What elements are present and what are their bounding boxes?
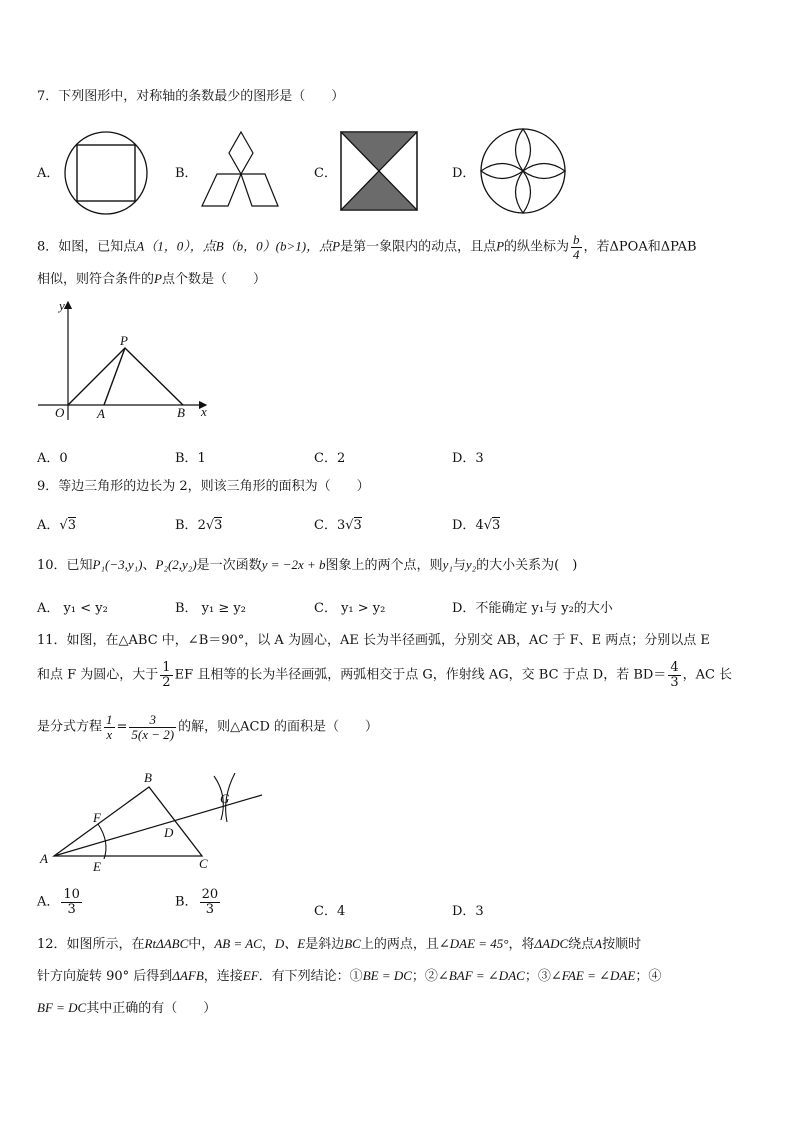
q8-option-a: A．0 <box>37 451 68 466</box>
label-g: G <box>220 791 230 806</box>
q9-option-c: C．3√3 <box>314 518 362 533</box>
q7-stem: 7．下列图形中，对称轴的条数最少的图形是（ ） <box>37 89 345 104</box>
sqrt-icon: √ <box>345 518 354 533</box>
q10-option-c: C． y₁ > y₂ <box>314 601 386 616</box>
label-b: B <box>177 405 185 420</box>
q11-option-c: C．4 <box>314 904 346 919</box>
fraction-one-over-x: $\frac{1}{x}$ <box>106 712 113 742</box>
q9-option-b: B．2√3 <box>175 518 223 533</box>
sqrt-icon: √ <box>483 518 493 533</box>
fraction-four-thirds: $\frac{4}{3}$ <box>670 660 679 690</box>
q7-option-a: A． <box>37 166 60 181</box>
q11-line-2: 和点 F 为圆心，大于 $\frac{1}{2}$ EF 且相等的长为半径画弧，两弧相交于点 G，作射线 AG，交 BC 于点 D，若 BD＝ $\frac{4}{3}$ ，AC 长 <box>37 660 733 690</box>
q10-stem: 10．已知P₁(−3,y₁)、P₂(2,y₂)是一次函数y = −2x + b图象上的两个点，则y₁与y₂的大小关系为( ) <box>37 557 578 573</box>
label-d: D <box>164 825 174 840</box>
q7-figure-circle-petals <box>479 127 567 215</box>
q11-line-3: 是分式方程 $\frac{1}{x}$ = $\frac{3}{5(x - 2)}$ 的解，则△ACD 的面积是（ ） <box>37 712 379 742</box>
sqrt-icon: √ <box>59 518 68 533</box>
q10-option-a: A． y₁ < y₂ <box>37 601 108 616</box>
fraction-one-half: $\frac{1}{2}$ <box>162 660 171 690</box>
fraction-equation-right: $\frac{3}{5(x - 2)}$ <box>131 712 175 742</box>
q9-option-a: A．√3 <box>37 518 76 533</box>
q8-line-2: 相似，则符合条件的P点个数是（ ） <box>37 271 266 287</box>
q11-option-a: A． $\frac{10}{3}$ <box>37 887 80 917</box>
q9-option-d: D．4√3 <box>452 518 501 533</box>
q8-coordinate-figure <box>38 298 218 423</box>
q7-figure-circle-square <box>63 130 149 216</box>
label-a: A <box>97 406 105 421</box>
q8-option-d: D．3 <box>452 451 484 466</box>
label-a: A <box>40 851 48 866</box>
label-e: E <box>93 859 101 874</box>
q7-figure-three-rhombi <box>202 130 280 210</box>
label-x: x <box>201 404 207 419</box>
q10-option-b: B． y₁ ≥ y₂ <box>175 601 246 616</box>
label-c: C <box>199 856 208 871</box>
q7-option-d: D． <box>452 166 476 181</box>
q8-option-c: C．2 <box>314 451 346 466</box>
q7-figure-hourglass-square <box>340 131 418 211</box>
q8-option-b: B．1 <box>175 451 206 466</box>
q12-line-3: BF = DC其中正确的有（ ） <box>37 1000 217 1016</box>
q8-line-1: 8．如图，已知点A（1，0），点B（b，0）(b>1)，点P是第一象限内的动点，且点P的纵坐标为 $\frac{b}{4}$ ，若ΔPOA和ΔPAB <box>37 232 697 262</box>
sqrt-icon: √ <box>205 518 215 533</box>
label-y: y <box>59 298 65 313</box>
q12-line-1: 12．如图所示，在RtΔABC中，AB = AC，D、E是斜边BC上的两点，且∠DAE = 45°，将ΔADC绕点A按顺时 <box>37 936 642 952</box>
label-p: P <box>120 333 128 348</box>
q11-option-d: D．3 <box>452 904 484 919</box>
label-o: O <box>55 405 65 420</box>
q7-option-c: C． <box>314 166 337 181</box>
q9-stem: 9．等边三角形的边长为 2，则该三角形的面积为（ ） <box>37 479 370 494</box>
q11-option-b: B． $\frac{20}{3}$ <box>175 887 219 917</box>
q7-option-b: B． <box>175 166 198 181</box>
q12-line-2: 针方向旋转 90° 后得到ΔAFB，连接EF．有下列结论：①BE = DC；②∠BAF = ∠DAC；③∠FAE = ∠DAE；④ <box>37 968 662 984</box>
q10-option-d: D．不能确定 y₁与 y₂的大小 <box>452 601 613 616</box>
q11-line-1: 11．如图，在△ABC 中，∠B＝90°，以 A 为圆心，AE 长为半径画弧，分别交 AB，AC 于 F、E 两点；分别以点 E <box>37 633 710 648</box>
label-f: F <box>93 810 101 825</box>
q11-triangle-figure <box>38 770 270 880</box>
label-b: B <box>144 770 152 785</box>
fraction-b-over-4: $\frac{b}{4}$ <box>573 232 580 262</box>
